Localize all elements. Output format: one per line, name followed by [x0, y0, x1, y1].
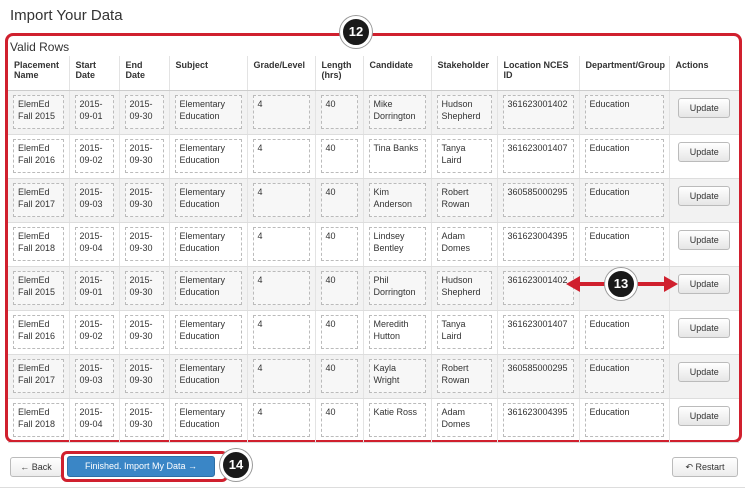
location-nces-id-column: [497, 398, 579, 442]
candidate-column: [363, 178, 431, 222]
stakeholder-cell[interactable]: Hudson Shepherd: [437, 95, 492, 129]
stakeholder-cell[interactable]: Robert Rowan: [437, 359, 492, 393]
end-date-column: [119, 222, 169, 266]
update-row-button[interactable]: Update: [678, 98, 730, 118]
callout-arrow-left-head: [566, 276, 580, 292]
length-cell[interactable]: 40: [321, 183, 358, 217]
update-row-button[interactable]: Update: [678, 186, 730, 206]
placement-name-column: [8, 222, 69, 266]
end-date-column: [119, 354, 169, 398]
location-nces-id-cell[interactable]: 360585000295: [503, 183, 574, 217]
start-date-cell[interactable]: 2015-09-01: [75, 95, 114, 129]
update-row-button[interactable]: Update: [678, 230, 730, 250]
location-nces-id-column: [497, 354, 579, 398]
placement-name-cell[interactable]: ElemEd Fall 2017: [13, 359, 64, 393]
department-cell[interactable]: Education: [585, 139, 664, 173]
actions-column: [669, 222, 739, 266]
stakeholder-cell[interactable]: Hudson Shepherd: [437, 271, 492, 305]
candidate-cell[interactable]: Mike Dorrington: [369, 95, 426, 129]
department-cell[interactable]: Education: [585, 403, 664, 437]
callout-badge-13: 13: [605, 268, 637, 300]
grade-level-cell[interactable]: 4: [253, 271, 310, 305]
table-row: [8, 222, 739, 266]
location-nces-id-column: [497, 90, 579, 134]
subject-column: [169, 134, 247, 178]
callout-badge-12: 12: [340, 16, 372, 48]
start-date-cell[interactable]: 2015-09-03: [75, 183, 114, 217]
placement-name-cell[interactable]: ElemEd Fall 2016: [13, 315, 64, 349]
subject-column: [169, 310, 247, 354]
candidate-cell[interactable]: Katie Ross: [369, 403, 426, 437]
subject-column: [169, 354, 247, 398]
placement-name-column: [8, 90, 69, 134]
table-row: [8, 398, 739, 442]
start-date-cell[interactable]: 2015-09-04: [75, 227, 114, 261]
department-column: [579, 178, 669, 222]
actions-column: [669, 90, 739, 134]
callout-badge-14: 14: [220, 449, 252, 481]
placement-name-cell[interactable]: ElemEd Fall 2015: [13, 95, 64, 129]
location-nces-id-column: [497, 310, 579, 354]
stakeholder-column: [431, 134, 497, 178]
department-cell[interactable]: Education: [585, 183, 664, 217]
stakeholder-column: [431, 354, 497, 398]
candidate-cell[interactable]: Lindsey Bentley: [369, 227, 426, 261]
grade-level-cell[interactable]: 4: [253, 315, 310, 349]
location-nces-id-column: [497, 178, 579, 222]
location-nces-id-cell[interactable]: 361623001407: [503, 315, 574, 349]
location-nces-id-cell[interactable]: 360585000295: [503, 359, 574, 393]
candidate-column: [363, 266, 431, 310]
grade-level-column: [247, 398, 315, 442]
stakeholder-cell[interactable]: Robert Rowan: [437, 183, 492, 217]
grade-level-column: [247, 222, 315, 266]
start-date-cell[interactable]: 2015-09-02: [75, 139, 114, 173]
location-nces-id-column: [497, 134, 579, 178]
length-cell[interactable]: 40: [321, 315, 358, 349]
stakeholder-cell[interactable]: Adam Domes: [437, 403, 492, 437]
start-date-column: [69, 398, 119, 442]
placement-name-cell[interactable]: ElemEd Fall 2015: [13, 271, 64, 305]
start-date-column: [69, 310, 119, 354]
column-header: Department/Group: [579, 56, 669, 90]
candidate-column: [363, 310, 431, 354]
column-header: Candidate: [363, 56, 431, 90]
end-date-column: [119, 266, 169, 310]
end-date-cell[interactable]: 2015-09-30: [125, 271, 164, 305]
placement-name-cell[interactable]: ElemEd Fall 2016: [13, 139, 64, 173]
end-date-cell[interactable]: 2015-09-30: [125, 403, 164, 437]
length-column: [315, 354, 363, 398]
department-column: [579, 354, 669, 398]
candidate-cell[interactable]: Phil Dorrington: [369, 271, 426, 305]
stakeholder-cell[interactable]: Tanya Laird: [437, 139, 492, 173]
grade-level-cell[interactable]: 4: [253, 227, 310, 261]
bottom-divider: [0, 487, 745, 488]
length-column: [315, 398, 363, 442]
actions-column: [669, 354, 739, 398]
update-row-button[interactable]: Update: [678, 142, 730, 162]
candidate-column: [363, 398, 431, 442]
placement-name-column: [8, 398, 69, 442]
candidate-column: [363, 90, 431, 134]
column-header: Subject: [169, 56, 247, 90]
department-cell[interactable]: Education: [585, 95, 664, 129]
table-row: [8, 90, 739, 134]
grade-level-column: [247, 354, 315, 398]
start-date-cell[interactable]: 2015-09-02: [75, 315, 114, 349]
subject-column: [169, 398, 247, 442]
column-header: Actions: [669, 56, 739, 90]
column-header: End Date: [119, 56, 169, 90]
location-nces-id-cell[interactable]: 361623004395: [503, 227, 574, 261]
subject-cell[interactable]: Elementary Education: [175, 95, 242, 129]
grade-level-cell[interactable]: 4: [253, 95, 310, 129]
table-row: [8, 310, 739, 354]
subject-cell[interactable]: Elementary Education: [175, 271, 242, 305]
length-column: [315, 134, 363, 178]
table-body: [8, 90, 739, 442]
length-cell[interactable]: 40: [321, 227, 358, 261]
placement-name-column: [8, 354, 69, 398]
department-cell[interactable]: Education: [585, 315, 664, 349]
import-data-button[interactable]: Finished. Import My Data →: [67, 456, 215, 477]
subject-cell[interactable]: Elementary Education: [175, 183, 242, 217]
length-cell[interactable]: 40: [321, 139, 358, 173]
length-cell[interactable]: 40: [321, 403, 358, 437]
placement-name-column: [8, 310, 69, 354]
actions-column: [669, 310, 739, 354]
candidate-cell[interactable]: Kayla Wright: [369, 359, 426, 393]
update-row-button[interactable]: Update: [678, 274, 730, 294]
subject-column: [169, 266, 247, 310]
placement-name-column: [8, 178, 69, 222]
stakeholder-column: [431, 90, 497, 134]
table-header-row: [8, 56, 739, 90]
candidate-cell[interactable]: Tina Banks: [369, 139, 426, 173]
length-column: [315, 178, 363, 222]
location-nces-id-cell[interactable]: 361623004395: [503, 403, 574, 437]
placement-name-column: [8, 266, 69, 310]
length-cell[interactable]: 40: [321, 271, 358, 305]
candidate-column: [363, 222, 431, 266]
department-cell[interactable]: Education: [585, 359, 664, 393]
start-date-column: [69, 134, 119, 178]
column-header: Location NCES ID: [497, 56, 579, 90]
subject-column: [169, 222, 247, 266]
end-date-cell[interactable]: 2015-09-30: [125, 95, 164, 129]
column-header: Grade/Level: [247, 56, 315, 90]
grade-level-column: [247, 134, 315, 178]
grade-level-column: [247, 266, 315, 310]
page-title: Import Your Data: [10, 7, 123, 24]
grade-level-cell[interactable]: 4: [253, 139, 310, 173]
start-date-cell[interactable]: 2015-09-04: [75, 403, 114, 437]
column-header: Start Date: [69, 56, 119, 90]
candidate-column: [363, 354, 431, 398]
start-date-column: [69, 266, 119, 310]
location-nces-id-cell[interactable]: 361623001407: [503, 139, 574, 173]
subject-cell[interactable]: Elementary Education: [175, 403, 242, 437]
placement-name-column: [8, 134, 69, 178]
actions-column: [669, 178, 739, 222]
stakeholder-cell[interactable]: Adam Domes: [437, 227, 492, 261]
placement-name-cell[interactable]: ElemEd Fall 2018: [13, 227, 64, 261]
department-column: [579, 134, 669, 178]
stakeholder-column: [431, 398, 497, 442]
length-column: [315, 266, 363, 310]
candidate-cell[interactable]: Meredith Hutton: [369, 315, 426, 349]
end-date-column: [119, 178, 169, 222]
location-nces-id-cell[interactable]: 361623001402: [503, 95, 574, 129]
end-date-cell[interactable]: 2015-09-30: [125, 183, 164, 217]
end-date-column: [119, 310, 169, 354]
actions-column: [669, 398, 739, 442]
subject-cell[interactable]: Elementary Education: [175, 315, 242, 349]
update-row-button[interactable]: Update: [678, 362, 730, 382]
end-date-cell[interactable]: 2015-09-30: [125, 359, 164, 393]
subject-column: [169, 90, 247, 134]
stakeholder-column: [431, 178, 497, 222]
subject-cell[interactable]: Elementary Education: [175, 139, 242, 173]
restart-button[interactable]: ↶ Restart: [672, 457, 738, 477]
subject-cell[interactable]: Elementary Education: [175, 359, 242, 393]
end-date-cell[interactable]: 2015-09-30: [125, 139, 164, 173]
department-column: [579, 398, 669, 442]
grade-level-column: [247, 90, 315, 134]
grade-level-cell[interactable]: 4: [253, 403, 310, 437]
valid-rows-table: [8, 56, 739, 443]
grade-level-cell[interactable]: 4: [253, 183, 310, 217]
column-header: Placement Name: [8, 56, 69, 90]
update-row-button[interactable]: Update: [678, 318, 730, 338]
end-date-column: [119, 90, 169, 134]
start-date-column: [69, 178, 119, 222]
location-nces-id-cell[interactable]: 361623001402: [503, 271, 574, 305]
update-row-button[interactable]: Update: [678, 406, 730, 426]
column-header: Stakeholder: [431, 56, 497, 90]
callout-arrow-right-line: [638, 282, 666, 286]
department-cell[interactable]: Education: [585, 227, 664, 261]
length-cell[interactable]: 40: [321, 359, 358, 393]
callout-arrow-right-head: [664, 276, 678, 292]
column-header: Length (hrs): [315, 56, 363, 90]
end-date-cell[interactable]: 2015-09-30: [125, 315, 164, 349]
back-button[interactable]: ← Back: [10, 457, 62, 477]
start-date-column: [69, 222, 119, 266]
candidate-cell[interactable]: Kim Anderson: [369, 183, 426, 217]
grade-level-column: [247, 178, 315, 222]
subject-column: [169, 178, 247, 222]
end-date-cell[interactable]: 2015-09-30: [125, 227, 164, 261]
valid-rows-table-container: [8, 56, 739, 443]
stakeholder-column: [431, 310, 497, 354]
candidate-column: [363, 134, 431, 178]
subject-cell[interactable]: Elementary Education: [175, 227, 242, 261]
department-column: [579, 310, 669, 354]
actions-column: [669, 266, 739, 310]
start-date-column: [69, 90, 119, 134]
table-row: [8, 178, 739, 222]
actions-column: [669, 134, 739, 178]
grade-level-cell[interactable]: 4: [253, 359, 310, 393]
end-date-column: [119, 398, 169, 442]
start-date-column: [69, 354, 119, 398]
length-column: [315, 310, 363, 354]
location-nces-id-column: [497, 222, 579, 266]
stakeholder-column: [431, 222, 497, 266]
length-column: [315, 222, 363, 266]
section-title: Valid Rows: [10, 40, 70, 54]
table-row: [8, 134, 739, 178]
length-column: [315, 90, 363, 134]
department-column: [579, 222, 669, 266]
end-date-column: [119, 134, 169, 178]
start-date-cell[interactable]: 2015-09-01: [75, 271, 114, 305]
callout-arrow-left-line: [578, 282, 606, 286]
placement-name-cell[interactable]: ElemEd Fall 2018: [13, 403, 64, 437]
grade-level-column: [247, 310, 315, 354]
length-cell[interactable]: 40: [321, 95, 358, 129]
stakeholder-column: [431, 266, 497, 310]
start-date-cell[interactable]: 2015-09-03: [75, 359, 114, 393]
placement-name-cell[interactable]: ElemEd Fall 2017: [13, 183, 64, 217]
table-row: [8, 354, 739, 398]
department-column: [579, 90, 669, 134]
stakeholder-cell[interactable]: Tanya Laird: [437, 315, 492, 349]
